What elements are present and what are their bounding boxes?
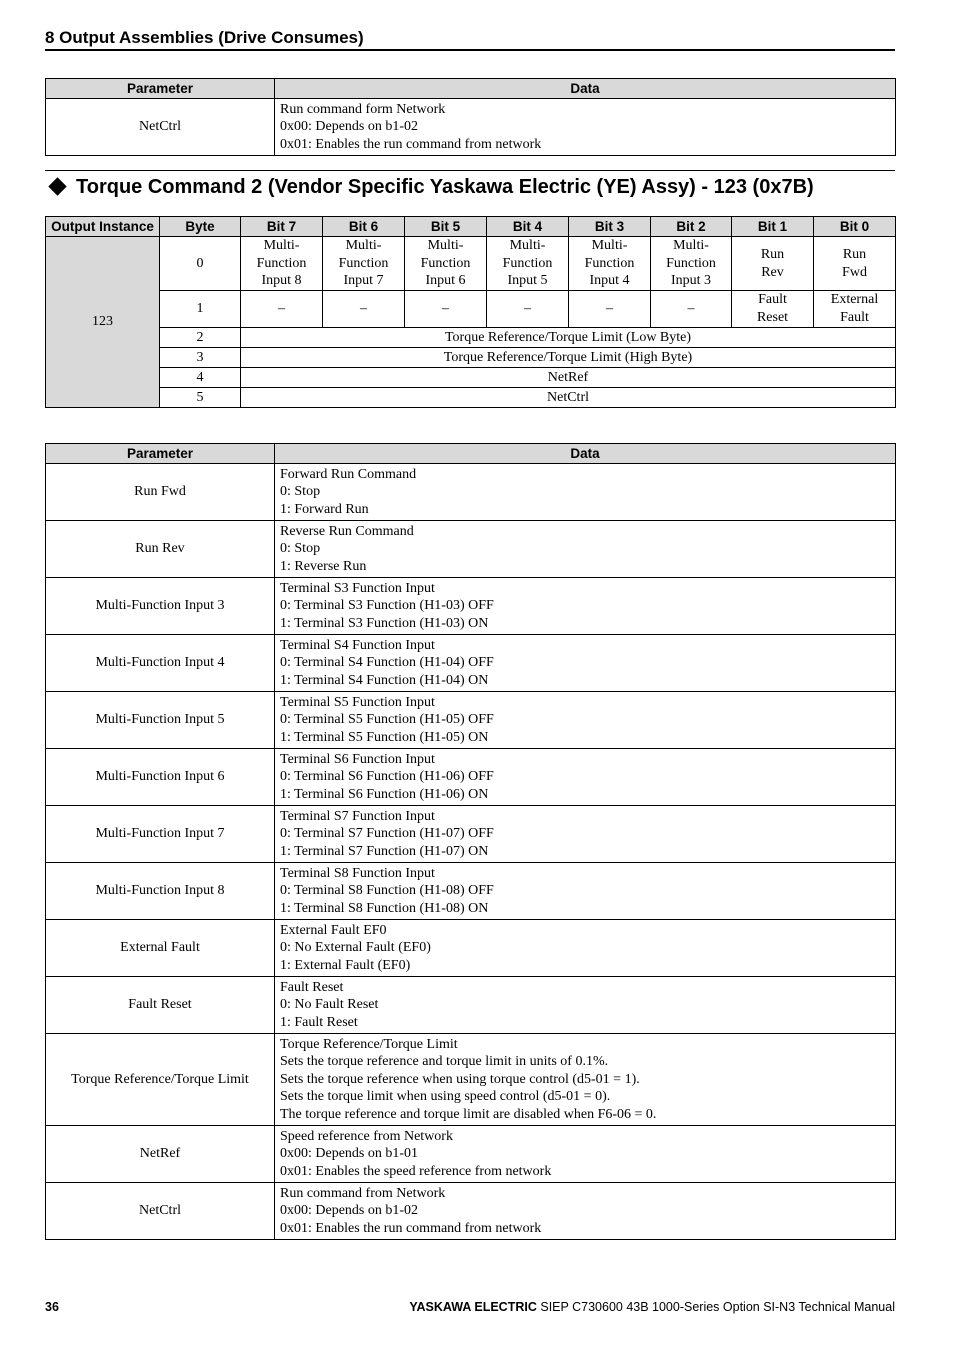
byte-number: 0 bbox=[160, 237, 241, 291]
byte-number: 3 bbox=[160, 348, 241, 368]
data-line: 0: Terminal S6 Function (H1-06) OFF bbox=[280, 769, 494, 785]
data-line: 0x01: Enables the run command from network bbox=[280, 136, 542, 152]
data-line: Torque Reference/Torque Limit bbox=[280, 1036, 458, 1052]
parameter-name: Fault Reset bbox=[46, 977, 275, 1034]
data-line: 0: Terminal S3 Function (H1-03) OFF bbox=[280, 598, 494, 614]
bit-label-line: Multi- bbox=[591, 238, 628, 254]
data-line: 0x00: Depends on b1-02 bbox=[280, 1203, 419, 1219]
table-row bbox=[46, 977, 896, 1034]
bit-label-line: Function bbox=[584, 255, 635, 271]
column-header: Bit 6 bbox=[323, 217, 405, 237]
parameter-name: Multi-Function Input 7 bbox=[46, 806, 275, 863]
data-line: 0x00: Depends on b1-01 bbox=[280, 1146, 419, 1162]
data-line: Terminal S8 Function Input bbox=[280, 865, 435, 881]
column-header-parameter: Parameter bbox=[46, 79, 275, 99]
data-line: 0: No External Fault (EF0) bbox=[280, 940, 431, 956]
column-header: Bit 7 bbox=[241, 217, 323, 237]
table-row bbox=[46, 749, 896, 806]
data-line: Fault Reset bbox=[280, 979, 344, 995]
data-line: 1: Terminal S3 Function (H1-03) ON bbox=[280, 615, 489, 631]
data-line: Run command from Network bbox=[280, 1185, 446, 1201]
table-row bbox=[46, 1126, 896, 1183]
bit-label-line: Function bbox=[420, 255, 471, 271]
parameter-name: NetCtrl bbox=[46, 1183, 275, 1240]
byte-number: 5 bbox=[160, 388, 241, 408]
bit-label-line: Input 3 bbox=[670, 273, 712, 289]
table-row bbox=[46, 806, 896, 863]
bit-label-line: Input 4 bbox=[589, 273, 630, 289]
bit-label-line: Multi- bbox=[263, 238, 300, 254]
bit-label-line: External bbox=[830, 292, 879, 308]
bit-cell bbox=[487, 237, 569, 291]
bit-label-line: Multi- bbox=[673, 238, 709, 254]
table-row bbox=[46, 348, 896, 368]
bit-label-line: Function bbox=[256, 255, 307, 271]
data-line: 1: Terminal S7 Function (H1-07) ON bbox=[280, 843, 489, 859]
parameter-name: NetRef bbox=[46, 1126, 275, 1183]
bit-label-line: Run bbox=[760, 246, 785, 262]
assembly-heading-text: Torque Command 2 (Vendor Specific Yaskawa Electric (YE) Assy) - 123 (0x7B) bbox=[76, 176, 814, 198]
bit-label-line: – bbox=[442, 301, 449, 317]
data-line: 0: Terminal S4 Function (H1-04) OFF bbox=[280, 655, 494, 671]
bit-cell bbox=[814, 237, 896, 291]
table-row bbox=[46, 578, 896, 635]
parameter-data bbox=[275, 1126, 896, 1183]
bit-cell bbox=[323, 291, 405, 328]
column-header-data: Data bbox=[275, 79, 896, 99]
bit-cell bbox=[405, 291, 487, 328]
byte-description: Torque Reference/Torque Limit (High Byte) bbox=[241, 348, 896, 368]
bit-cell bbox=[241, 237, 323, 291]
brand-name: YASKAWA ELECTRIC bbox=[409, 1300, 537, 1314]
data-line: 0x01: Enables the speed reference from network bbox=[280, 1163, 552, 1179]
data-line: Sets the torque reference when using torque control (d5-01 = 1). bbox=[280, 1071, 640, 1087]
data-line: 1: Terminal S4 Function (H1-04) ON bbox=[280, 672, 489, 688]
data-line: 1: Terminal S5 Function (H1-05) ON bbox=[280, 729, 489, 745]
bit-label-line: Multi- bbox=[509, 238, 546, 254]
bit-cell bbox=[651, 291, 732, 328]
table-row bbox=[46, 521, 896, 578]
parameter-data bbox=[275, 578, 896, 635]
data-line: Terminal S4 Function Input bbox=[280, 637, 435, 653]
parameter-name: Multi-Function Input 8 bbox=[46, 863, 275, 920]
table-row bbox=[46, 368, 896, 388]
parameter-name: NetCtrl bbox=[46, 99, 275, 156]
table-row bbox=[46, 1183, 896, 1240]
bit-cell bbox=[323, 237, 405, 291]
table-row bbox=[46, 388, 896, 408]
bit-label-line: Run bbox=[842, 246, 867, 262]
bit-label-line: – bbox=[360, 301, 367, 317]
data-line: 1: Terminal S6 Function (H1-06) ON bbox=[280, 786, 489, 802]
table-row bbox=[46, 464, 896, 521]
column-header: Bit 5 bbox=[405, 217, 487, 237]
data-line: The torque reference and torque limit are disabled when F6-06 = 0. bbox=[280, 1106, 657, 1122]
data-line: Terminal S3 Function Input bbox=[280, 580, 435, 596]
table-row bbox=[46, 863, 896, 920]
diamond-bullet-icon bbox=[48, 178, 66, 196]
page-footer bbox=[45, 1298, 895, 1316]
assembly-heading bbox=[45, 170, 895, 200]
data-line: 1: Terminal S8 Function (H1-08) ON bbox=[280, 900, 489, 916]
parameter-data bbox=[275, 692, 896, 749]
column-header: Bit 3 bbox=[569, 217, 651, 237]
parameter-data bbox=[275, 806, 896, 863]
column-header: Bit 2 bbox=[651, 217, 732, 237]
data-line: External Fault EF0 bbox=[280, 922, 387, 938]
parameter-name: Run Fwd bbox=[46, 464, 275, 521]
parameter-data bbox=[275, 1034, 896, 1126]
data-line: 0: Stop bbox=[280, 484, 321, 500]
data-line: 0: Terminal S5 Function (H1-05) OFF bbox=[280, 712, 494, 728]
column-header: Output Instance bbox=[46, 217, 160, 237]
bit-cell bbox=[241, 291, 323, 328]
column-header: Bit 4 bbox=[487, 217, 569, 237]
parameter-data bbox=[275, 920, 896, 977]
bit-label-line: – bbox=[524, 301, 531, 317]
table-row bbox=[46, 99, 896, 156]
bit-cell bbox=[487, 291, 569, 328]
byte-number: 4 bbox=[160, 368, 241, 388]
bit-label-line: – bbox=[687, 301, 695, 317]
table-row bbox=[46, 291, 896, 328]
data-line: Forward Run Command bbox=[280, 466, 417, 482]
data-line: 0: Terminal S8 Function (H1-08) OFF bbox=[280, 883, 494, 899]
bit-label-line: Input 5 bbox=[507, 273, 548, 289]
output-instance: 123 bbox=[46, 237, 160, 408]
data-line: 0x00: Depends on b1-02 bbox=[280, 119, 419, 135]
page-number: 36 bbox=[45, 1300, 59, 1314]
parameter-data bbox=[275, 464, 896, 521]
bit-cell bbox=[405, 237, 487, 291]
byte-description: NetCtrl bbox=[241, 388, 896, 408]
bit-cell bbox=[569, 237, 651, 291]
section-header: 8 Output Assemblies (Drive Consumes) bbox=[45, 28, 895, 51]
table-row bbox=[46, 237, 896, 291]
parameter-data bbox=[275, 749, 896, 806]
parameter-data bbox=[275, 977, 896, 1034]
data-line: 0: Terminal S7 Function (H1-07) OFF bbox=[280, 826, 494, 842]
byte-number: 2 bbox=[160, 328, 241, 348]
bit-label-line: Input 6 bbox=[425, 273, 466, 289]
column-header: Byte bbox=[160, 217, 241, 237]
bit-label-line: Rev bbox=[761, 264, 784, 280]
data-line: Sets the torque limit when using speed control (d5-01 = 0). bbox=[280, 1089, 611, 1105]
parameter-data bbox=[275, 863, 896, 920]
bit-label-line: Reset bbox=[756, 310, 789, 325]
bit-label-line: Input 7 bbox=[343, 273, 384, 289]
bit-label-line: – bbox=[606, 301, 613, 317]
parameter-data bbox=[275, 1183, 896, 1240]
bit-label-line: Fwd bbox=[842, 264, 867, 280]
column-header-data: Data bbox=[275, 444, 896, 464]
bit-label-line: Fault bbox=[840, 310, 869, 325]
bit-cell bbox=[569, 291, 651, 328]
bit-label-line: Multi- bbox=[427, 238, 464, 254]
parameter-name: Multi-Function Input 3 bbox=[46, 578, 275, 635]
table-row bbox=[46, 328, 896, 348]
data-line: Run command form Network bbox=[280, 101, 446, 117]
parameter-name: Multi-Function Input 4 bbox=[46, 635, 275, 692]
data-line: Terminal S5 Function Input bbox=[280, 694, 435, 710]
data-line: Sets the torque reference and torque limit in units of 0.1%. bbox=[280, 1054, 609, 1070]
data-line: 0: Stop bbox=[280, 541, 321, 557]
bit-label-line: – bbox=[278, 301, 285, 317]
bit-label-line: Multi- bbox=[345, 238, 382, 254]
bit-label-line: Function bbox=[338, 255, 389, 271]
byte-number: 1 bbox=[160, 291, 241, 328]
parameter-data bbox=[275, 635, 896, 692]
table-row bbox=[46, 692, 896, 749]
byte-description: NetRef bbox=[241, 368, 896, 388]
netctrl-parameter-table bbox=[45, 78, 896, 156]
data-line: 1: Forward Run bbox=[280, 501, 369, 517]
data-line: Reverse Run Command bbox=[280, 523, 414, 539]
manual-title bbox=[409, 1298, 895, 1316]
bit-cell bbox=[732, 237, 814, 291]
bit-label-line: Function bbox=[502, 255, 553, 271]
bit-label-line: Input 8 bbox=[261, 273, 302, 289]
byte-description: Torque Reference/Torque Limit (Low Byte) bbox=[241, 328, 896, 348]
data-line: Speed reference from Network bbox=[280, 1128, 453, 1144]
bit-cell bbox=[651, 237, 732, 291]
parameter-name: Run Rev bbox=[46, 521, 275, 578]
data-line: 1: Fault Reset bbox=[280, 1014, 358, 1030]
manual-name: SIEP C730600 43B 1000-Series Option SI-N3 Technical Manual bbox=[540, 1300, 895, 1314]
data-line: Terminal S6 Function Input bbox=[280, 751, 435, 767]
bit-cell bbox=[814, 291, 896, 328]
data-line: Terminal S7 Function Input bbox=[280, 808, 435, 824]
data-line: 0: No Fault Reset bbox=[280, 997, 379, 1013]
column-header: Bit 1 bbox=[732, 217, 814, 237]
bit-label-line: Function bbox=[666, 255, 716, 271]
parameter-name: External Fault bbox=[46, 920, 275, 977]
bit-cell bbox=[732, 291, 814, 328]
parameter-data bbox=[275, 521, 896, 578]
table-row bbox=[46, 635, 896, 692]
column-header-parameter: Parameter bbox=[46, 444, 275, 464]
parameter-data bbox=[275, 99, 896, 156]
bit-label-line: Fault bbox=[758, 292, 787, 308]
parameter-name: Multi-Function Input 6 bbox=[46, 749, 275, 806]
parameter-name: Torque Reference/Torque Limit bbox=[46, 1034, 275, 1126]
data-line: 0x01: Enables the run command from network bbox=[280, 1220, 542, 1236]
column-header: Bit 0 bbox=[814, 217, 896, 237]
table-row bbox=[46, 1034, 896, 1126]
table-row bbox=[46, 920, 896, 977]
assembly-bit-table bbox=[45, 216, 896, 408]
parameter-description-table bbox=[45, 443, 896, 1240]
data-line: 1: External Fault (EF0) bbox=[280, 957, 411, 973]
parameter-name: Multi-Function Input 5 bbox=[46, 692, 275, 749]
data-line: 1: Reverse Run bbox=[280, 558, 367, 574]
